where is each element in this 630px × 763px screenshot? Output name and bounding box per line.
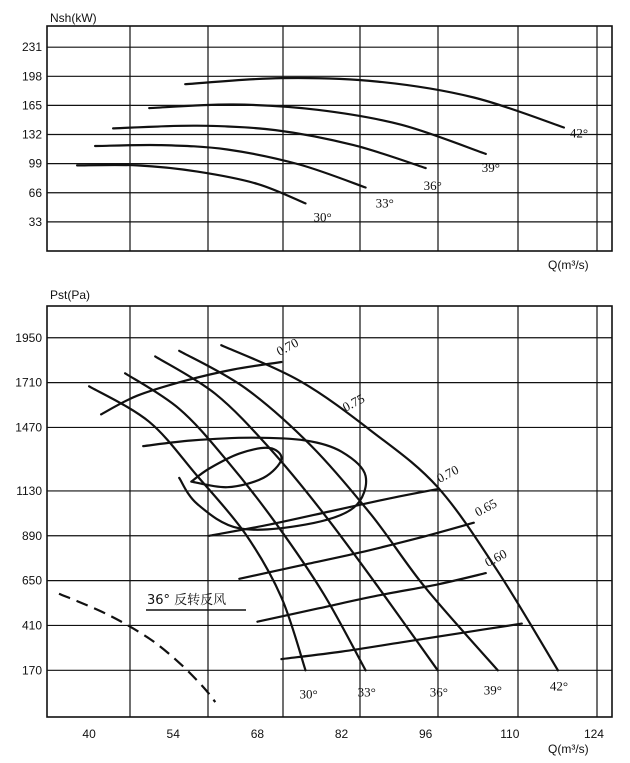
- pressure-x-tick-label: 40: [82, 727, 96, 741]
- efficiency-label: 0.70: [434, 461, 462, 486]
- pressure-x-tick-label: 82: [334, 727, 349, 741]
- pressure-y-tick-label: 410: [21, 618, 42, 633]
- pressure-series-label: 42°: [549, 678, 569, 694]
- pressure-curve-36deg: [155, 356, 438, 670]
- power-curve-42deg: [185, 78, 564, 128]
- power-y-tick-label: 198: [21, 69, 42, 84]
- pressure-x-ticks: [82, 727, 604, 741]
- pressure-y-ticks: [15, 331, 42, 678]
- pressure-y-tick-label: 650: [21, 573, 42, 588]
- pressure-y-tick-label: 1710: [15, 375, 42, 390]
- pressure-series-label: 33°: [357, 684, 376, 700]
- pressure-y-tick-label: 1470: [15, 420, 42, 435]
- power-y-tick-label: 132: [21, 127, 42, 142]
- pressure-y-axis-label: Pst(Pa): [50, 288, 91, 302]
- power-series-label: 30°: [313, 209, 332, 225]
- efficiency-label: 0.70: [273, 334, 301, 359]
- power-curve-30deg: [77, 165, 305, 203]
- power-series-label: 33°: [375, 195, 394, 211]
- power-series: [77, 78, 588, 224]
- power-series-label: 36°: [423, 178, 442, 194]
- pressure-x-tick-label: 96: [418, 727, 433, 741]
- reverse-airflow-label: 36° 反转反风: [147, 593, 227, 608]
- pressure-x-axis-label: Q(m³/s): [548, 742, 589, 756]
- efficiency-contour: [239, 523, 473, 579]
- efficiency-label: 0.60: [482, 545, 510, 570]
- pressure-x-tick-label: 68: [250, 727, 265, 741]
- power-y-tick-label: 231: [21, 40, 42, 55]
- power-y-tick-label: 66: [28, 185, 42, 200]
- power-x-axis-label: Q(m³/s): [548, 258, 589, 272]
- pressure-chart: [15, 288, 612, 756]
- pressure-curve-42deg: [221, 345, 558, 670]
- pressure-x-tick-label: 54: [166, 727, 180, 741]
- power-y-tick-label: 99: [28, 156, 42, 171]
- pressure-y-tick-label: 1950: [15, 330, 42, 345]
- pressure-y-tick-label: 890: [21, 528, 42, 543]
- power-y-tick-label: 33: [28, 214, 42, 229]
- power-series-label: 42°: [569, 125, 589, 141]
- efficiency-contour: [281, 624, 521, 660]
- power-y-ticks: [22, 40, 42, 229]
- power-y-tick-label: 165: [21, 98, 42, 113]
- efficiency-label: 0.75: [339, 390, 368, 415]
- pressure-x-tick-label: 110: [500, 727, 520, 741]
- power-curve-36deg: [113, 126, 426, 168]
- power-y-axis-label: Nsh(kW): [50, 11, 97, 25]
- power-chart: [22, 11, 612, 272]
- pressure-series-label: 30°: [299, 686, 318, 702]
- efficiency-label: 0.65: [472, 495, 500, 520]
- reverse-annotation: [59, 593, 246, 702]
- pressure-series-label: 36°: [429, 684, 448, 700]
- pressure-y-tick-label: 170: [21, 663, 42, 678]
- pressure-y-tick-label: 1130: [16, 483, 42, 498]
- efficiency-contour: [191, 448, 281, 487]
- pressure-x-tick-label: 124: [583, 727, 604, 741]
- power-series-label: 39°: [481, 159, 500, 175]
- pressure-series-label: 39°: [483, 682, 503, 698]
